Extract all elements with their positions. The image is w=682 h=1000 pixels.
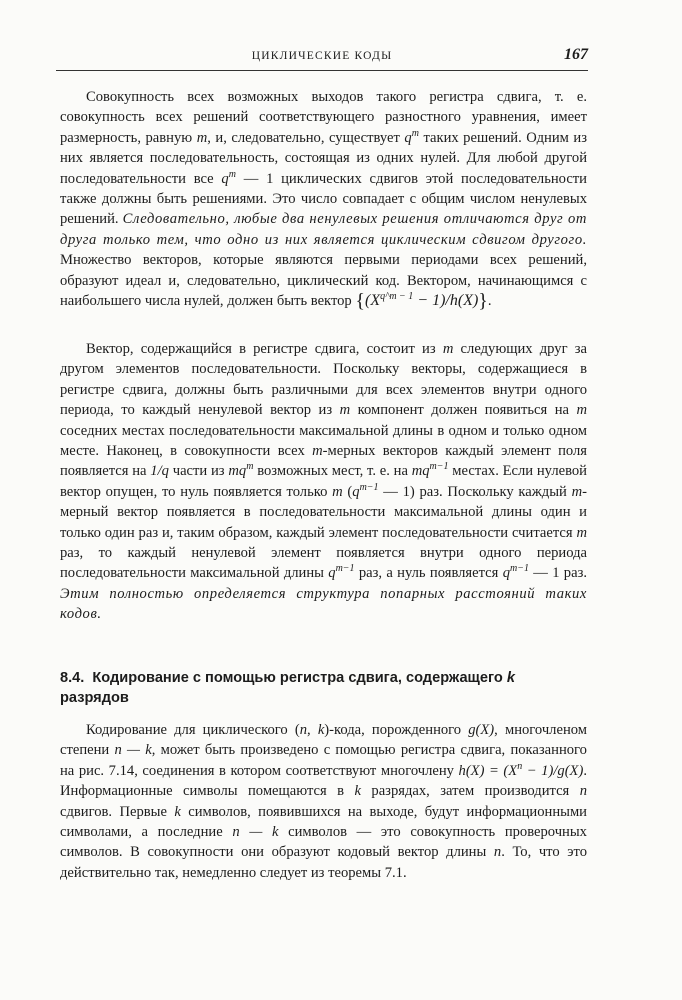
paragraph-encoding: Кодирование для циклического (n, k)-кода, порожденного g(X), многочленом степени n — k, может быть произведено с помощью регистра сдвига, показанного на рис. 7.14, соединения в котором соответствуют многочлену $h(X) = (X^n - 1)/g(X)$. Информационные символы помещаются в k разрядах, затем производится n сдвигов. Первые k символов, появившихся на выходе, будут информационными символами, а последние n — k символов — это совокупность проверочных символов. В совокупности они образуют кодовый вектор длины n. То, что это действительно так, немедленно следует из теоремы 7.1. [60,722,588,881]
italic-statement: Следовательно, любые два ненулевых решения отличаются друг от друга только тем, что одно из них является циклическим сдвигом другого. [60,211,588,248]
italic-conclusion: Этим полностью определяется структура попарных расстояний таких кодов. [60,585,587,623]
paragraph-shift-register: Вектор, содержащийся в регистре сдвига, состоит из m следующих друг за другом элементов последовательности. Поскольку векторы, содержащиеся в регистре сдвига, должны быть различными для всех элементов внутри одного периода, то каждый ненулевой вектор из m компонент должен появиться на m соседних местах последовательности максимальной длины в одном и только одном месте. Наконец, в совокупности всех m-мерных векторов каждый элемент поля появляется на 1/q части из $mq^m$ возможных мест, т. е. на $mq^{m-1}$ местах. Если нулевой вектор опущен, то нуль появляется только m ($q^{m-1}$ — 1) раз. Поскольку каждый m-мерный вектор появляется в последовательности максимальной длины один и только один раз и, таким образом, каждый элемент последовательности считается m раз, то каждый ненулевой элемент появляется внутри одного периода последовательности максимальной длины $q^{m-1}$ раз, а нуль появляется $q^{m-1}$ — 1 раз. Этим полностью определяется структура попарных расстояний таких кодов. [60,341,588,623]
vector-formula: $\{(X^{q\^{}m - 1} - 1)/h(X)\}$ [355,290,488,313]
running-title: ЦИКЛИЧЕСКИЕ КОДЫ [251,50,393,62]
paragraph-solutions: Совокупность всех возможных выходов такого регистра сдвига, т. е. совокупность всех решений соответствующего разностного уравнения, имеет размерность, равную m, и, следовательно, существует $q^m$ таких решений. Одним из них является последовательность, состоящая из одних нулей. Для любой другой последовательности все $q^m$ — 1 циклических сдвигов этой последовательности также должны быть решениями. Это число совпадает с общим числом ненулевых решений. Следовательно, любые два ненулевых решения отличаются друг от друга только тем, что одно из них является циклическим сдвигом другого. Множество векторов, которые являются первыми периодами всех решений, образуют идеал и, следовательно, циклический код. Вектором, начинающимся с наибольшего числа нулей, должен быть вектор $\{(X^{q\^{}m - 1} - 1)/h(X)\}$. [60,89,588,313]
page-header [56,48,588,71]
section-heading: 8.4. Кодирование с помощью регистра сдвига, содержащего k разрядов [60,670,515,707]
page-number: 167 [564,46,588,63]
